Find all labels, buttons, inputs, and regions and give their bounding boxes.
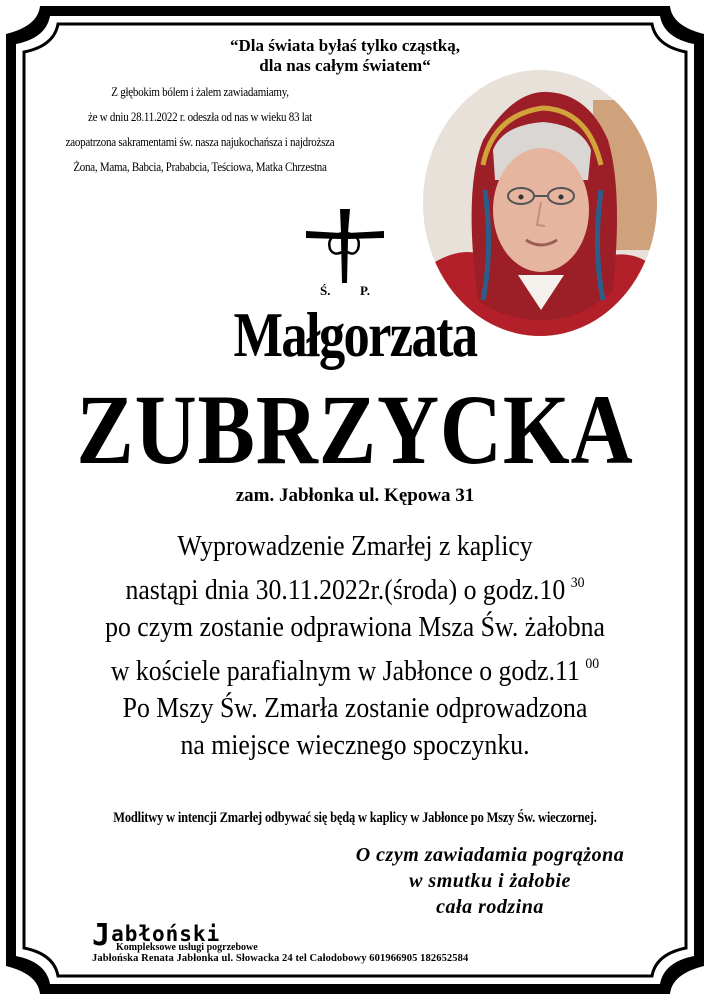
intro-line: zaopatrzona sakramentami św. nasza najukochańsza i najdroższa xyxy=(65,135,335,149)
motto-line-2: dla nas całym światem“ xyxy=(259,56,431,75)
ceremony-line: na miejsce wiecznego spoczynku. xyxy=(180,730,530,761)
ceremony-line: Po Mszy Św. Zmarła zostanie odprowadzona xyxy=(122,693,588,724)
ceremony-line xyxy=(47,565,663,609)
intro-line: że w dniu 28.11.2022 r. odeszła od nas w wieku 83 lat xyxy=(88,110,312,124)
ceremony-line: po czym zostanie odprawiona Msza Św. żałobna xyxy=(105,612,605,643)
closing-line: w smutku i żałobie xyxy=(409,870,571,892)
cross-icon xyxy=(300,205,390,300)
intro-line: Żona, Mama, Babcia, Prababcia, Teściowa, Matka Chrzestna xyxy=(73,160,327,174)
intro-line: Z głębokim bólem i żalem zawiadamiamy, xyxy=(111,85,289,99)
mass-time-text: w kościele parafialnym w Jabłonce o godz.11 xyxy=(110,656,580,687)
motto-line-1: “Dla świata byłaś tylko cząstką, xyxy=(230,36,460,55)
ceremony-time-minutes: 30 xyxy=(570,575,585,591)
closing-line: cała rodzina xyxy=(436,896,544,918)
ceremony-date-text: nastąpi dnia 30.11.2022r.(środa) o godz.10 xyxy=(125,575,566,606)
mass-time-minutes: 00 xyxy=(585,656,600,672)
ceremony-line: Wyprowadzenie Zmarłej z kaplicy xyxy=(177,531,533,562)
funeral-home-contact: Jabłońska Renata Jabłonka ul. Słowacka 24 tel Całodobowy 601966905 182652584 xyxy=(92,953,469,964)
prayer-note: Modlitwy w intencji Zmarłej odbywać się będą w kaplicy w Jabłonce po Mszy Św. wieczornej. xyxy=(113,810,597,826)
ceremony-line xyxy=(47,646,663,690)
first-name: Małgorzata xyxy=(233,299,477,370)
closing-line: O czym zawiadamia pogrążona xyxy=(355,844,625,866)
address: zam. Jabłonka ul. Kępowa 31 xyxy=(235,485,475,506)
closing-signature xyxy=(300,842,680,920)
intro-announcement xyxy=(50,80,349,180)
motto xyxy=(120,36,570,76)
funeral-home-services: Kompleksowe usługi pogrzebowe xyxy=(116,942,258,953)
sp-letter-s: Ś. xyxy=(320,283,331,298)
funeral-home-footer xyxy=(92,918,592,964)
logo-initial: J xyxy=(92,918,112,953)
logo-rest: abłoński xyxy=(111,922,221,946)
ceremony-details xyxy=(47,528,663,764)
sp-letter-p: P. xyxy=(360,283,370,298)
last-name: ZUBRZYCKA xyxy=(76,374,634,485)
